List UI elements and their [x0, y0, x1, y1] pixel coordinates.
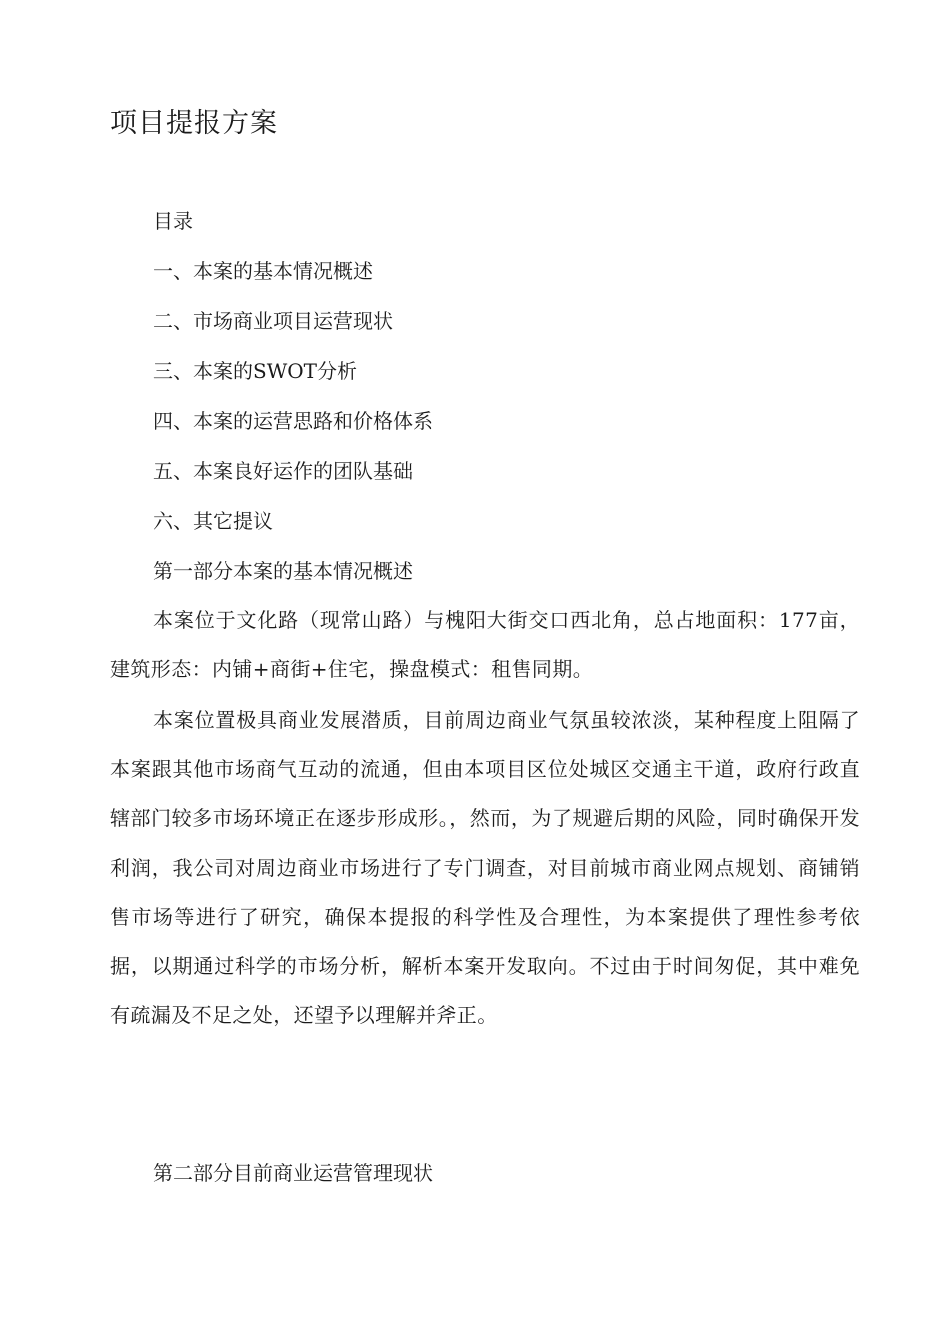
toc-item-3: 三、本案的SWOT分析	[153, 359, 357, 383]
document-title: 项目提报方案	[110, 108, 278, 139]
part1-paragraph-2: 本案位置极具商业发展潜质，目前周边商业气氛虽较浓淡，某种程度上阻隔了本案跟其他市场商气互动的流通，但由本项目区位处城区交通主干道，政府行政直辖部门较多市场环境正在逐步形成形。，然而，为了规避后期的风险，同时确保开发利润，我公司对周边商业市场进行了专门调查，对目前城市商业网点规划、商铺销售市场等进行了研究，确保本提报的科学性及合理性，为本案提供了理性参考依据，以期通过科学的市场分析，解析本案开发取向。不过由于时间匆促，其中难免有疏漏及不足之处，还望予以理解并斧正。	[110, 708, 860, 1028]
toc-item-4: 四、本案的运营思路和价格体系	[153, 409, 433, 433]
toc-heading: 目录	[153, 209, 193, 233]
toc-item-1: 一、本案的基本情况概述	[153, 259, 373, 283]
part1-heading: 第一部分本案的基本情况概述	[153, 559, 413, 583]
toc-item-5: 五、本案良好运作的团队基础	[153, 459, 413, 483]
part2-heading: 第二部分目前商业运营管理现状	[153, 1161, 433, 1185]
part1-paragraph-1: 本案位于文化路（现常山路）与槐阳大街交口西北角，总占地面积：177亩，建筑形态：内铺+商街+住宅，操盘模式：租售同期。	[110, 608, 860, 682]
toc-item-2: 二、市场商业项目运营现状	[153, 309, 393, 333]
toc-item-6: 六、其它提议	[153, 509, 273, 533]
